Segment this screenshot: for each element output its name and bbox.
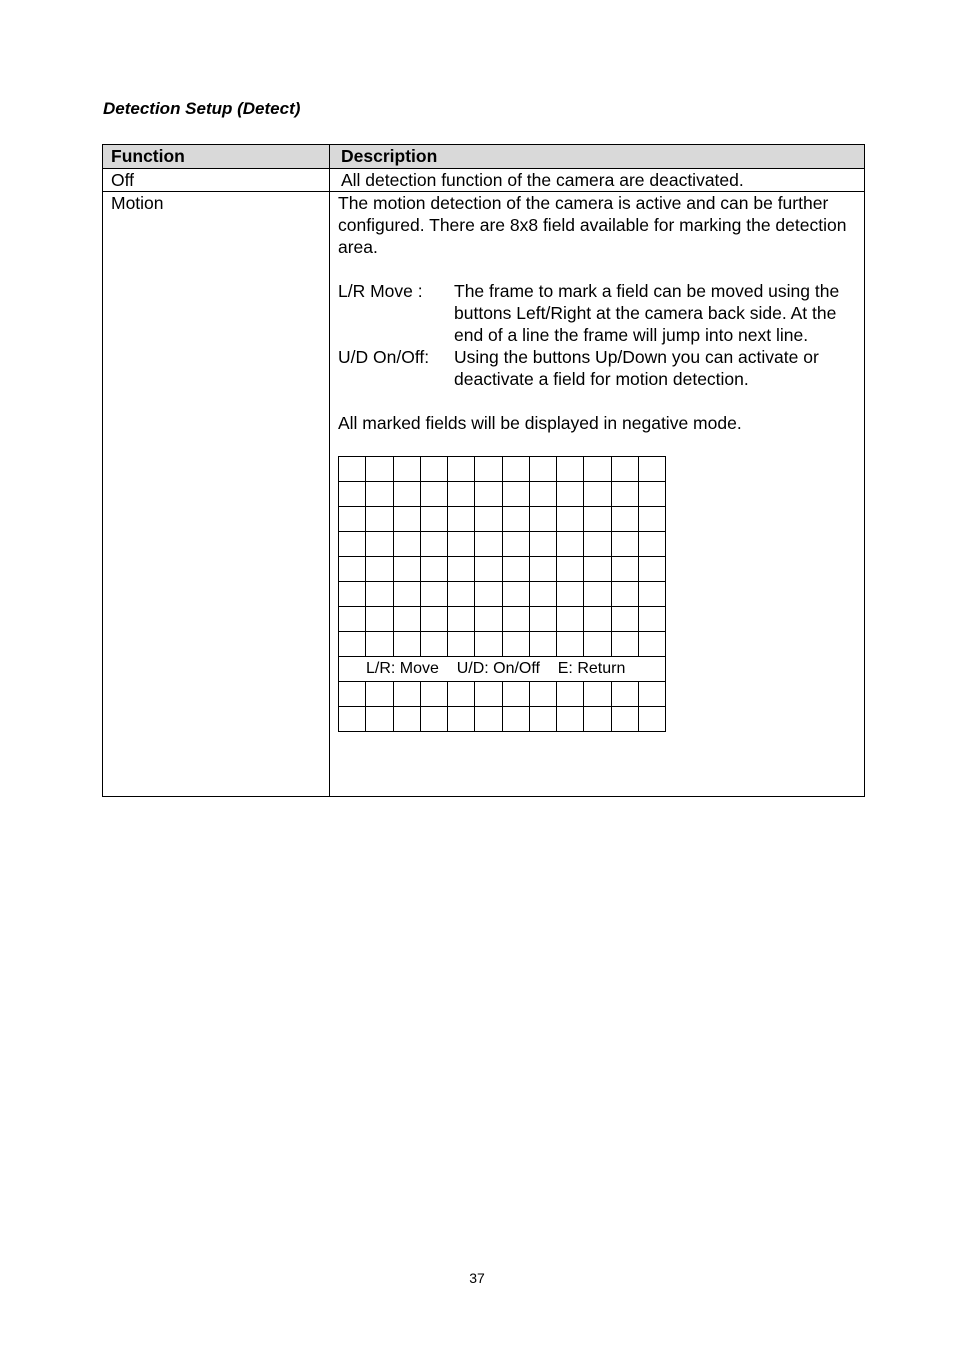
- grid-cell: [366, 457, 393, 482]
- grid-cell: [339, 507, 366, 532]
- grid-cell: [557, 457, 584, 482]
- grid-cell: [557, 682, 584, 707]
- grid-cell: [420, 582, 447, 607]
- grid-cell: [638, 582, 665, 607]
- grid-cell: [584, 507, 611, 532]
- grid-cell: [475, 557, 502, 582]
- grid-cell: [366, 582, 393, 607]
- grid-cell: [529, 532, 556, 557]
- grid-cell: [529, 707, 556, 732]
- grid-cell: [557, 532, 584, 557]
- grid-cell: [557, 507, 584, 532]
- osd-detection-grid: [338, 456, 666, 732]
- definition-lr-move: [338, 280, 856, 346]
- grid-cell: [611, 682, 638, 707]
- grid-cell: [611, 457, 638, 482]
- grid-cell: [611, 707, 638, 732]
- grid-cell: [475, 582, 502, 607]
- definition-ud-onoff: [338, 346, 856, 390]
- grid-row: [339, 457, 666, 482]
- grid-cell: [393, 682, 420, 707]
- grid-cell: [339, 632, 366, 657]
- grid-cell: [420, 607, 447, 632]
- grid-cell: [393, 632, 420, 657]
- grid-cell: [638, 507, 665, 532]
- definition-term: U/D On/Off:: [338, 347, 430, 367]
- grid-cell: [420, 482, 447, 507]
- definition-term: L/R Move :: [338, 281, 423, 301]
- grid-legend: L/R: Move U/D: On/Off E: Return: [339, 657, 666, 682]
- grid-cell: [448, 607, 475, 632]
- motion-intro: The motion detection of the camera is active and can be further configured. There are 8x8 field available for marking the detection area.: [338, 193, 847, 257]
- grid-cell: [393, 532, 420, 557]
- grid-cell: [393, 507, 420, 532]
- grid-cell: [529, 582, 556, 607]
- grid-cell: [393, 582, 420, 607]
- grid-cell: [475, 607, 502, 632]
- grid-cell: [420, 457, 447, 482]
- grid-legend-row: [339, 657, 666, 682]
- header-function: Function: [103, 145, 330, 169]
- grid-cell: [475, 482, 502, 507]
- grid-row: [339, 532, 666, 557]
- grid-cell: [557, 482, 584, 507]
- grid-cell: [475, 457, 502, 482]
- grid-cell: [339, 607, 366, 632]
- grid-cell: [502, 532, 529, 557]
- table-row-off: [103, 169, 865, 192]
- grid-row: [339, 607, 666, 632]
- grid-cell: [448, 457, 475, 482]
- grid-cell: [339, 482, 366, 507]
- grid-cell: [420, 557, 447, 582]
- grid-cell: [584, 532, 611, 557]
- grid-cell: [638, 557, 665, 582]
- grid-cell: [611, 582, 638, 607]
- grid-cell: [557, 607, 584, 632]
- grid-cell: [502, 582, 529, 607]
- grid-cell: [638, 532, 665, 557]
- grid-cell: [475, 507, 502, 532]
- grid-cell: [611, 557, 638, 582]
- grid-cell: [529, 632, 556, 657]
- grid-cell: [393, 557, 420, 582]
- grid-cell: [475, 532, 502, 557]
- grid-cell: [366, 532, 393, 557]
- grid-cell: [448, 482, 475, 507]
- grid-cell: [502, 507, 529, 532]
- motion-note: All marked fields will be displayed in negative mode.: [338, 413, 742, 433]
- header-description: Description: [330, 145, 865, 169]
- grid-cell: [584, 682, 611, 707]
- grid-cell: [557, 632, 584, 657]
- grid-cell: [502, 682, 529, 707]
- grid-cell: [448, 532, 475, 557]
- grid-cell: [502, 482, 529, 507]
- grid-cell: [366, 482, 393, 507]
- grid-cell: [611, 632, 638, 657]
- grid-cell: [448, 682, 475, 707]
- grid-cell: [475, 632, 502, 657]
- grid-cell: [366, 682, 393, 707]
- grid-cell: [420, 532, 447, 557]
- grid-cell: [584, 482, 611, 507]
- grid-cell: [502, 607, 529, 632]
- grid-cell: [529, 682, 556, 707]
- grid-cell: [638, 457, 665, 482]
- grid-cell: [557, 582, 584, 607]
- grid-cell: [448, 582, 475, 607]
- grid-cell: [339, 557, 366, 582]
- grid-cell: [420, 507, 447, 532]
- grid-cell: [502, 457, 529, 482]
- grid-cell: [448, 557, 475, 582]
- grid-cell: [584, 457, 611, 482]
- grid-cell: [611, 532, 638, 557]
- grid-cell: [366, 707, 393, 732]
- grid-row: [339, 507, 666, 532]
- grid-row: [339, 707, 666, 732]
- grid-row: [339, 557, 666, 582]
- grid-cell: [529, 482, 556, 507]
- grid-cell: [420, 707, 447, 732]
- grid-cell: [502, 707, 529, 732]
- grid-cell: [393, 707, 420, 732]
- grid-cell: [611, 482, 638, 507]
- table-row-motion: [103, 192, 865, 797]
- description-cell: [330, 192, 865, 797]
- grid-cell: [638, 707, 665, 732]
- grid-cell: [638, 682, 665, 707]
- grid-row: [339, 482, 666, 507]
- grid-cell: [339, 582, 366, 607]
- function-table: [102, 144, 865, 797]
- grid-cell: [339, 457, 366, 482]
- grid-cell: [366, 632, 393, 657]
- grid-cell: [584, 607, 611, 632]
- grid-row: [339, 582, 666, 607]
- grid-cell: [584, 557, 611, 582]
- grid-cell: [420, 632, 447, 657]
- table-header-row: [103, 145, 865, 169]
- grid-cell: [420, 682, 447, 707]
- grid-cell: [448, 707, 475, 732]
- function-cell: Off: [103, 169, 330, 192]
- grid-cell: [529, 457, 556, 482]
- function-cell: Motion: [103, 192, 330, 797]
- grid-cell: [366, 557, 393, 582]
- page-number: 37: [469, 1270, 485, 1286]
- grid-cell: [638, 607, 665, 632]
- grid-cell: [502, 632, 529, 657]
- grid-row: [339, 682, 666, 707]
- definition-text: Using the buttons Up/Down you can activate or deactivate a field for motion detection.: [454, 347, 819, 389]
- grid-cell: [502, 557, 529, 582]
- grid-cell: [557, 557, 584, 582]
- grid-cell: [475, 682, 502, 707]
- grid-cell: [638, 632, 665, 657]
- grid-cell: [393, 607, 420, 632]
- definition-text: The frame to mark a field can be moved using the buttons Left/Right at the camera back side. At the end of a line the frame will jump into next line.: [454, 281, 840, 345]
- grid-cell: [557, 707, 584, 732]
- grid-cell: [475, 707, 502, 732]
- grid-cell: [448, 507, 475, 532]
- grid-cell: [366, 507, 393, 532]
- grid-cell: [366, 607, 393, 632]
- grid-cell: [448, 632, 475, 657]
- grid-cell: [638, 482, 665, 507]
- grid-cell: [611, 507, 638, 532]
- grid-cell: [339, 532, 366, 557]
- grid-cell: [393, 482, 420, 507]
- grid-cell: [339, 682, 366, 707]
- grid-cell: [529, 557, 556, 582]
- grid-cell: [393, 457, 420, 482]
- grid-cell: [611, 607, 638, 632]
- section-title: Detection Setup (Detect): [103, 99, 301, 118]
- grid-cell: [584, 582, 611, 607]
- grid-cell: [529, 507, 556, 532]
- description-cell: All detection function of the camera are deactivated.: [330, 169, 865, 192]
- grid-row: [339, 632, 666, 657]
- grid-cell: [339, 707, 366, 732]
- grid-cell: [584, 707, 611, 732]
- grid-cell: [584, 632, 611, 657]
- grid-cell: [529, 607, 556, 632]
